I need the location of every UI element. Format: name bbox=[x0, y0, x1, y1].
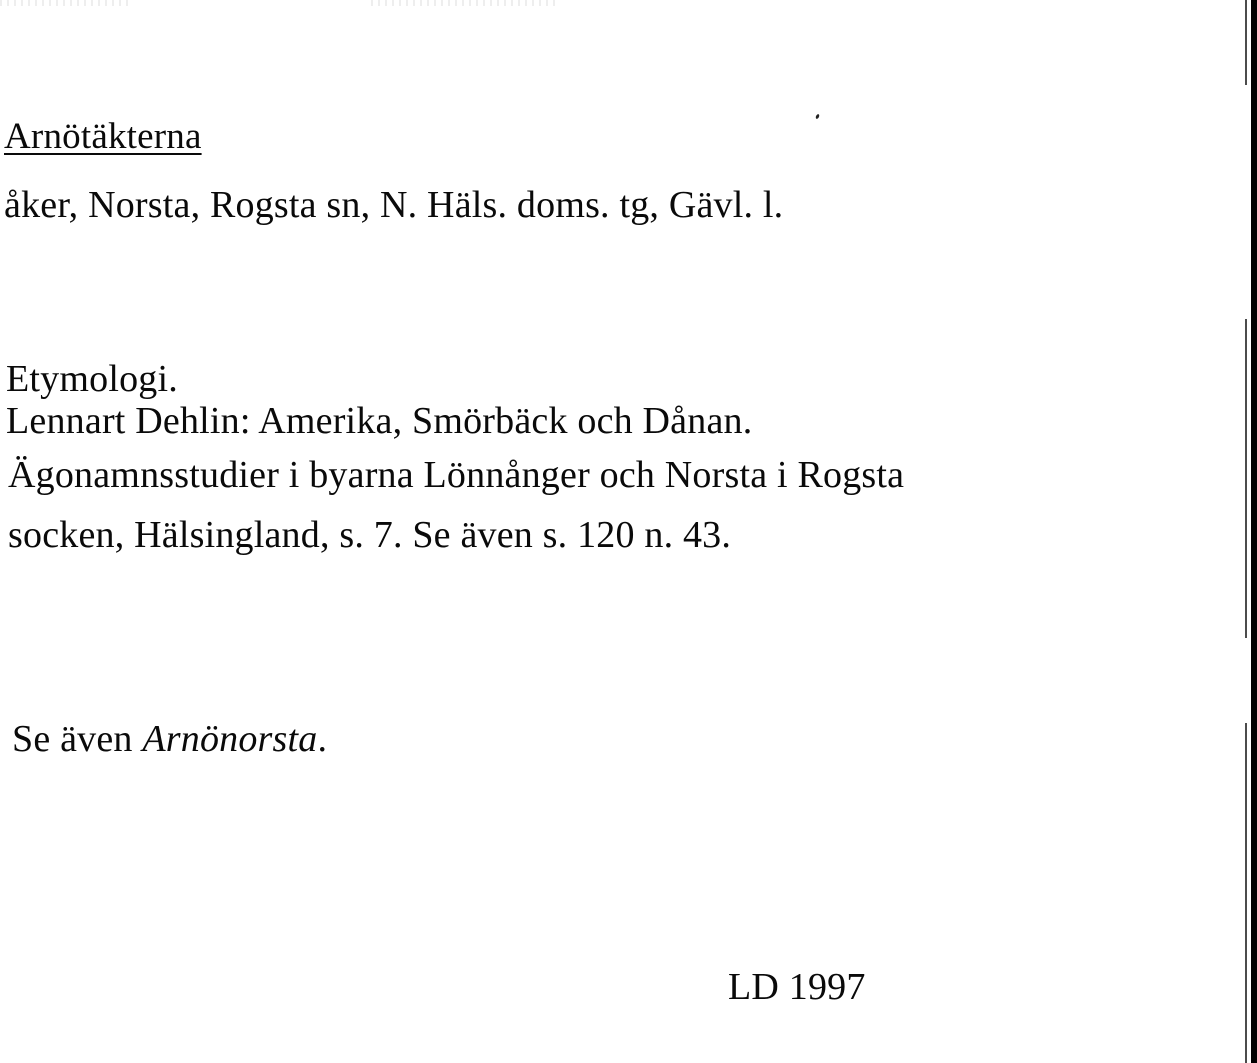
signature: LD 1997 bbox=[728, 966, 866, 1008]
see-also-prefix: Se även bbox=[12, 718, 143, 760]
scan-speck bbox=[815, 114, 820, 120]
reference-line-3: socken, Hälsingland, s. 7. Se även s. 120 n. 43. bbox=[8, 514, 732, 556]
scan-edge-thin bbox=[1245, 0, 1247, 1063]
headword: Arnötäkterna bbox=[4, 116, 202, 157]
scan-edge bbox=[1251, 0, 1257, 1063]
reference-line-2: Ägonamnsstudier i byarna Lönnånger och Norsta i Rogsta bbox=[8, 454, 905, 496]
see-also-suffix: . bbox=[317, 718, 328, 760]
see-also bbox=[12, 720, 327, 758]
scan-artifact-top bbox=[0, 0, 1230, 6]
see-also-target: Arnönorsta bbox=[142, 718, 318, 760]
location-description: åker, Norsta, Rogsta sn, N. Häls. doms. tg, Gävl. l. bbox=[4, 184, 784, 226]
etymology-heading: Etymologi. bbox=[6, 358, 178, 400]
reference-line-1: Lennart Dehlin: Amerika, Smörbäck och Dånan. bbox=[6, 400, 753, 442]
